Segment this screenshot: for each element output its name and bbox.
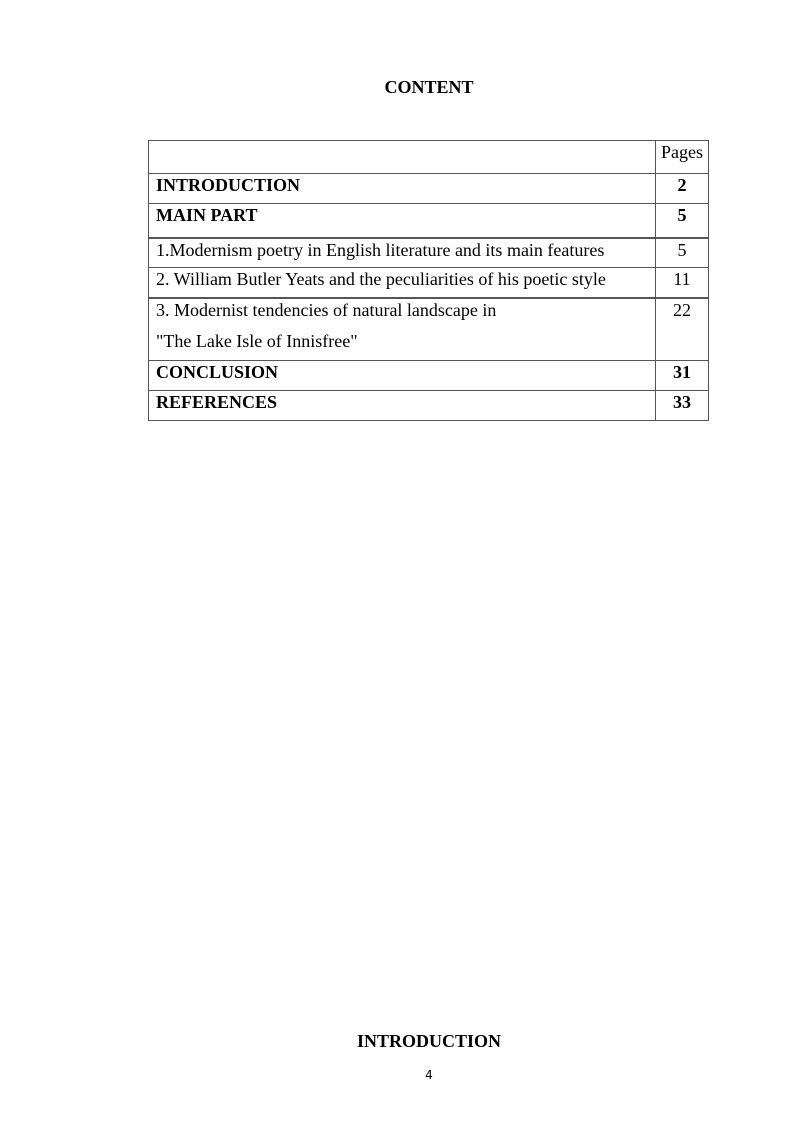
toc-page-number: 31	[656, 361, 709, 391]
toc-entry-conclusion: CONCLUSION	[149, 361, 656, 391]
toc-entry-line: 3. Modernist tendencies of natural landscape in	[156, 299, 497, 320]
toc-header-row	[149, 141, 709, 174]
toc-entry-introduction: INTRODUCTION	[149, 174, 656, 204]
toc-entry-lake-isle	[149, 298, 656, 361]
toc-page-number: 2	[656, 174, 709, 204]
toc-page-number: 33	[656, 391, 709, 421]
toc-entry-references: REFERENCES	[149, 391, 656, 421]
toc-row	[149, 268, 709, 298]
toc-header-label	[149, 141, 656, 174]
toc-row	[149, 174, 709, 204]
toc-header-pages: Pages	[656, 141, 709, 174]
toc-row	[149, 298, 709, 361]
toc-page-number: 22	[656, 298, 709, 361]
toc-entry-yeats: 2. William Butler Yeats and the peculiarities of his poetic style	[149, 268, 656, 298]
toc-entry-line: "The Lake Isle of Innisfree"	[156, 330, 358, 351]
page-title: CONTENT	[384, 77, 474, 97]
toc-row	[149, 204, 709, 238]
table-of-contents	[148, 140, 709, 421]
toc-page-number: 5	[656, 238, 709, 268]
toc-entry-modernism-poetry: 1.Modernism poetry in English literature and its main features	[149, 238, 656, 268]
toc-page-number: 11	[656, 268, 709, 298]
toc-page-number: 5	[656, 204, 709, 238]
section-heading: INTRODUCTION	[356, 1031, 502, 1051]
page-number: 4	[425, 1068, 433, 1082]
toc-row	[149, 391, 709, 421]
toc-row	[149, 361, 709, 391]
toc-row	[149, 238, 709, 268]
toc-entry-main-part: MAIN PART	[149, 204, 656, 238]
